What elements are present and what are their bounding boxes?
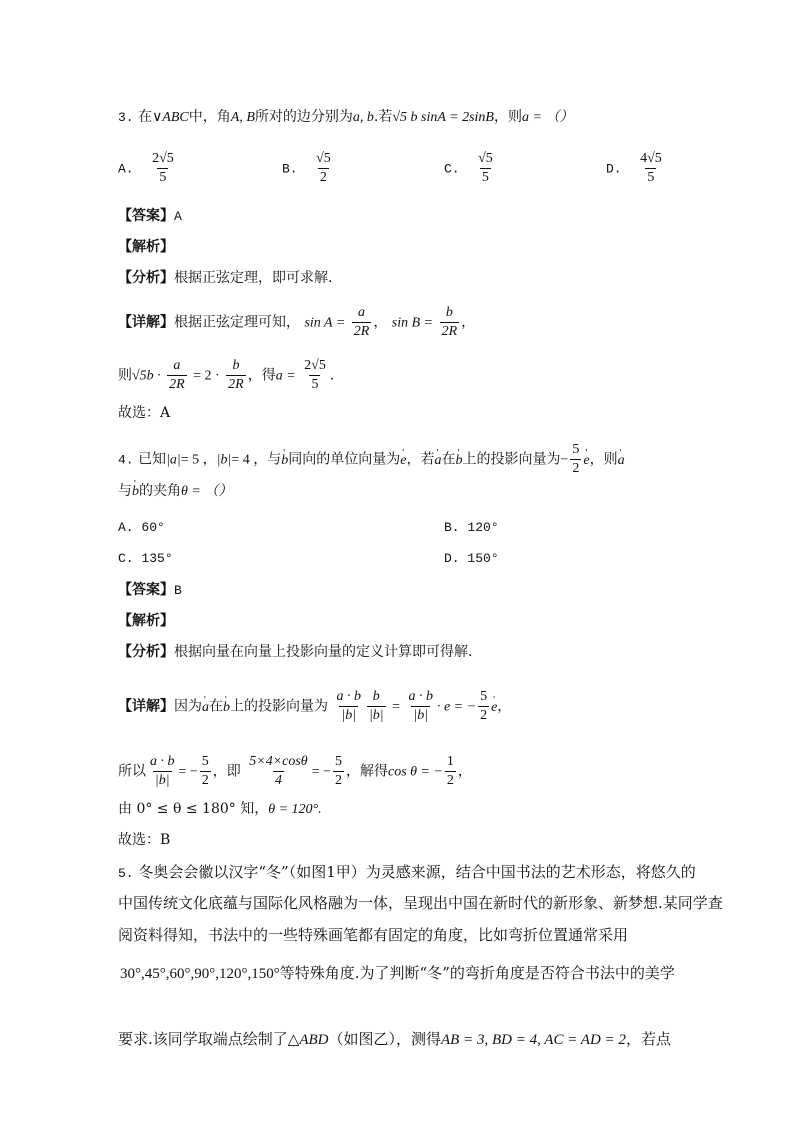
proj-frac-3: $\frac{5}{2}$ xyxy=(480,689,488,723)
q4-text: ，若 xyxy=(406,451,435,468)
q3-analysis-label: 【解析】 xyxy=(118,239,174,255)
option-value: 150° xyxy=(467,551,499,566)
vec-b: ' b xyxy=(281,453,288,468)
q3-stem xyxy=(118,107,573,128)
fenxi-label: 【分析】 xyxy=(118,270,174,286)
proj-frac-1: $\frac{a \cdot b}{|b|}$ xyxy=(336,689,361,723)
option-label: B. xyxy=(282,161,298,177)
q4-fenxi xyxy=(118,642,472,662)
option-fraction: $\frac{√5}{5}$ xyxy=(478,151,493,185)
q5-text: ，若点 xyxy=(625,1030,671,1048)
cos-theta: cos θ = − xyxy=(387,764,443,780)
xiangjie-label: 【详解】 xyxy=(118,314,174,331)
q4-text: 上的投影向量为 xyxy=(462,451,561,468)
vec-a: ' a xyxy=(202,700,209,715)
five-halves-2: $\frac{5}{2}$ xyxy=(334,754,342,788)
q3-option-d[interactable] xyxy=(606,150,666,187)
proj-frac-2: $\frac{a \cdot b}{|b|}$ xyxy=(408,689,433,723)
q5-line4 xyxy=(120,963,675,984)
fenxi-text: 根据向量在向量上投影向量的定义计算即可得解. xyxy=(174,644,473,660)
frac-b: $\frac{b}{2R}$ xyxy=(228,358,244,392)
so-text: 所以 xyxy=(118,763,146,780)
q4-so xyxy=(118,753,472,790)
q3-choose: 故选：A xyxy=(118,405,171,421)
vec-e: ' e xyxy=(491,700,497,715)
comma: ， xyxy=(497,698,512,715)
then-text: 则 xyxy=(118,367,132,384)
sinA-fraction: $\frac{a}{2R}$ xyxy=(353,305,370,339)
theta-ask: θ = （） xyxy=(181,484,233,499)
option-value: 60° xyxy=(141,520,165,535)
q3-text: 中，角 xyxy=(188,109,231,125)
q4-stem-line2 xyxy=(118,481,232,502)
vec-a: ' a xyxy=(435,453,442,468)
q4-text: 与 xyxy=(118,483,132,499)
option-fraction: $\frac{√5}{2}$ xyxy=(316,151,331,185)
option-label: C. xyxy=(444,161,460,177)
proj-frac-1b: $\frac{b}{|b|}$ xyxy=(368,689,384,723)
xiangjie-text: 上的投影向量为 xyxy=(230,698,328,715)
answer-label: 【答案】 xyxy=(118,582,174,598)
q3-triangle: ∨ABC xyxy=(152,110,189,125)
q4-text: 的夹角 xyxy=(139,483,181,499)
q3-text: ，则 xyxy=(494,109,522,125)
q3-fenxi xyxy=(118,268,332,288)
q5-text: （如图乙），测得 xyxy=(328,1030,441,1048)
half-fraction: $\frac{1}{2}$ xyxy=(446,754,454,788)
theta-result: θ = 120°. xyxy=(268,802,322,817)
q3-condition: √5 b sinA = 2sinB xyxy=(392,110,494,125)
q3-number: 3. xyxy=(118,110,134,125)
q4-text: 在 xyxy=(441,451,456,468)
q3-sides: a, b xyxy=(352,110,374,125)
answer-value: B xyxy=(174,583,182,598)
q5-line2: 中国传统文化底蕴与国际化风格融为一体，呈现出中国在新时代的新形象、新梦想.某同学查 xyxy=(118,894,723,912)
q4-xiangjie xyxy=(118,688,511,725)
rt5b: √5b · xyxy=(132,368,161,384)
minus: − xyxy=(560,452,569,468)
a-eq: a = xyxy=(275,368,296,384)
q5-text: 冬奥会会徽以汉字“冬”（如图1甲）为灵感来源，结合中国书法的艺术形态，将悠久的 xyxy=(138,863,696,881)
option-label: A. xyxy=(118,161,134,177)
solve-text: ，解得 xyxy=(345,763,388,780)
eq-two: = 2 · xyxy=(193,368,220,384)
q4-stem-line1 xyxy=(118,441,625,478)
xiangjie-text: 根据正弦定理可知， xyxy=(174,314,300,331)
q4-choose: 故选：B xyxy=(118,832,171,848)
q4-number: 4. xyxy=(118,452,134,468)
abs-b: |b| xyxy=(216,452,232,468)
answer-value: A xyxy=(174,209,182,224)
eq4: = 4 ，与 xyxy=(231,452,282,468)
sinA-lhs: sin A = xyxy=(304,315,346,331)
dot-e: · e = − xyxy=(436,699,477,715)
frac-a: $\frac{a}{2R}$ xyxy=(169,358,185,392)
proj-fraction: $\frac{5}{2}$ xyxy=(572,442,580,476)
option-label: B. xyxy=(444,520,460,535)
eq5: = 5 ， xyxy=(180,452,217,468)
option-label: A. xyxy=(118,520,134,535)
fenxi-text: 根据正弦定理，即可求解. xyxy=(174,270,333,286)
q3-option-a[interactable] xyxy=(118,150,178,187)
answer-label: 【答案】 xyxy=(118,208,174,224)
q3-text: 在 xyxy=(138,109,153,125)
q5-line1 xyxy=(118,862,696,884)
q4-option-c[interactable] xyxy=(118,549,173,569)
vec-b: ' b xyxy=(132,484,139,499)
option-value: 120° xyxy=(467,520,499,535)
ab-over-b: $\frac{a \cdot b}{|b|}$ xyxy=(150,754,175,788)
special-angles: 30°,45°,60°,90°,120°,150° xyxy=(120,966,280,982)
q4-text: 已知 xyxy=(138,451,167,468)
option-label: D. xyxy=(606,161,622,177)
q4-answer xyxy=(118,580,182,601)
q4-analysis-label: 【解析】 xyxy=(118,613,174,629)
vec-a: ' a xyxy=(618,453,625,468)
q4-range xyxy=(118,799,322,820)
q3-derivation: 则√5b · $\frac{a}{2R}$ = 2 · $\frac{b}{2R}$ ，得a = $\frac{2√5}{5}$ . xyxy=(118,358,335,392)
q5-line3: 阅资料得知，书法中的一些特殊画笔都有固定的角度，比如弯折位置通常采用 xyxy=(118,926,629,944)
de-text: ，得 xyxy=(247,367,276,384)
q5-line5 xyxy=(118,1029,671,1050)
result-fraction: $\frac{2√5}{5}$ xyxy=(304,358,326,392)
option-value: 135° xyxy=(141,551,173,566)
q4-text: ，则 xyxy=(589,451,618,468)
eq-neg: = − xyxy=(178,764,198,780)
q3-option-c[interactable] xyxy=(444,150,497,187)
xiangjie-label: 【详解】 xyxy=(118,698,174,715)
q5-text: 要求.该同学取端点绘制了 xyxy=(118,1030,288,1048)
xiangjie-text: 因为 xyxy=(174,698,202,715)
q3-text: 所对的边分别为 xyxy=(254,109,353,125)
vec-b: ' b xyxy=(456,453,463,468)
option-label: C. xyxy=(118,551,134,566)
q3-angles: A, B xyxy=(230,110,255,125)
vec-e: ' e xyxy=(400,453,406,468)
q3-ask: a = （） xyxy=(522,110,574,125)
vec-e: ' e xyxy=(583,453,589,468)
xiangjie-text: 在 xyxy=(209,698,223,715)
q3-text: .若 xyxy=(373,109,393,125)
q3-option-b[interactable] xyxy=(282,150,335,187)
comma: ， xyxy=(457,763,472,780)
option-fraction: $\frac{2√5}{5}$ xyxy=(152,151,174,185)
q4-option-b[interactable] xyxy=(444,518,499,538)
q5-number: 5. xyxy=(118,866,134,881)
q4-option-a[interactable] xyxy=(118,518,165,538)
q4-text: 同向的单位向量为 xyxy=(288,451,401,468)
q3-xiangjie: 【详解】根据正弦定理可知， sin A = $\frac{a}{2R}$ ， sin B = $\frac{b}{2R}$ ， xyxy=(118,305,476,339)
fenxi-label: 【分析】 xyxy=(118,644,174,660)
abs-a: |a| xyxy=(166,452,181,468)
triangle-abd: △ABD xyxy=(287,1032,329,1048)
ji-text: ，即 xyxy=(212,763,241,780)
five-halves: $\frac{5}{2}$ xyxy=(201,754,209,788)
option-fraction: $\frac{4√5}{5}$ xyxy=(640,151,662,185)
eq-neg: = − xyxy=(311,764,331,780)
lengths: AB = 3, BD = 4, AC = AD = 2 xyxy=(441,1032,626,1048)
q4-option-d[interactable] xyxy=(444,549,499,569)
vec-b: ' b xyxy=(223,700,230,715)
sinB-fraction: $\frac{b}{2R}$ xyxy=(441,305,458,339)
q3-answer xyxy=(118,206,182,227)
equals: = xyxy=(392,699,401,715)
sinB-lhs: sin B = xyxy=(391,315,434,331)
range-text: 由 0° ≤ θ ≤ 180° 知， xyxy=(118,801,269,817)
option-label: D. xyxy=(444,551,460,566)
q5-text: 等特殊角度.为了判断“冬”的弯折角度是否符合书法中的美学 xyxy=(279,964,675,982)
cos-fraction: $\frac{5\times 4\times\cos\theta}{4}$ xyxy=(249,754,308,788)
